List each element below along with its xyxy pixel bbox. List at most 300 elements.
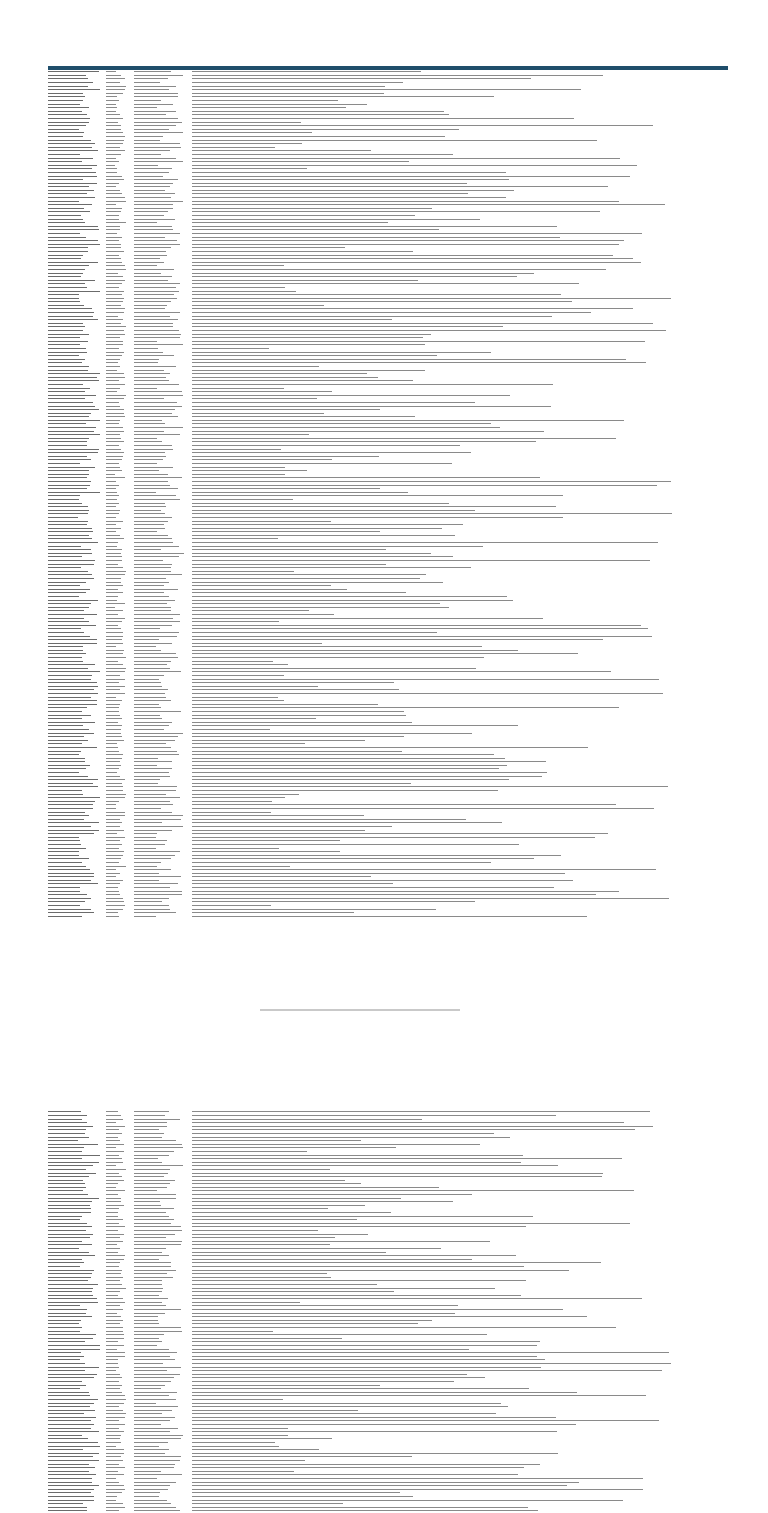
table-cell xyxy=(106,786,134,787)
table-cell xyxy=(106,600,134,601)
table-cell xyxy=(48,905,106,906)
table-cell xyxy=(192,384,728,385)
table-cell xyxy=(192,434,728,435)
table-cell xyxy=(48,481,106,482)
table-cell xyxy=(134,1165,192,1166)
table-cell xyxy=(134,352,192,353)
table-cell xyxy=(106,204,134,205)
table-cell xyxy=(48,603,106,604)
table-cell xyxy=(48,337,106,338)
table-cell xyxy=(134,585,192,586)
table-cell xyxy=(48,876,106,877)
table-cell xyxy=(48,190,106,191)
table-cell xyxy=(192,75,728,76)
table-cell xyxy=(48,312,106,313)
table-cell xyxy=(192,722,728,723)
table-cell xyxy=(134,768,192,769)
table-cell xyxy=(106,402,134,403)
table-cell xyxy=(192,661,728,662)
table-cell xyxy=(192,862,728,863)
table-cell xyxy=(192,380,728,381)
table-cell xyxy=(48,830,106,831)
table-cell xyxy=(134,1259,192,1260)
table-cell xyxy=(134,1410,192,1411)
table-cell xyxy=(106,168,134,169)
table-cell xyxy=(134,574,192,575)
table-cell xyxy=(192,786,728,787)
table-cell xyxy=(134,176,192,177)
table-cell xyxy=(106,1190,134,1191)
table-cell xyxy=(106,1230,134,1231)
table-cell xyxy=(134,668,192,669)
table-cell xyxy=(48,1205,106,1206)
table-cell xyxy=(48,607,106,608)
table-cell xyxy=(106,75,134,76)
table-cell xyxy=(192,837,728,838)
table-cell xyxy=(134,107,192,108)
table-cell xyxy=(192,1223,728,1224)
table-cell xyxy=(106,323,134,324)
table-cell xyxy=(192,600,728,601)
table-cell xyxy=(106,308,134,309)
table-cell xyxy=(134,154,192,155)
table-cell xyxy=(48,901,106,902)
table-cell xyxy=(192,154,728,155)
table-cell xyxy=(134,772,192,773)
table-cell xyxy=(192,905,728,906)
table-cell xyxy=(48,725,106,726)
table-cell xyxy=(106,542,134,543)
table-cell xyxy=(192,168,728,169)
table-cell xyxy=(106,822,134,823)
table-cell xyxy=(106,671,134,672)
table-cell xyxy=(106,1137,134,1138)
table-cell xyxy=(48,233,106,234)
table-cell xyxy=(192,287,728,288)
table-cell xyxy=(134,725,192,726)
table-cell xyxy=(106,86,134,87)
table-cell xyxy=(48,837,106,838)
table-cell xyxy=(192,783,728,784)
table-cell xyxy=(48,729,106,730)
table-cell xyxy=(134,431,192,432)
table-cell xyxy=(192,1377,728,1378)
table-cell xyxy=(134,240,192,241)
table-cell xyxy=(192,1280,728,1281)
table-cell xyxy=(48,585,106,586)
table-cell xyxy=(192,876,728,877)
table-cell xyxy=(134,1198,192,1199)
table-cell xyxy=(48,1338,106,1339)
table-cell xyxy=(192,1449,728,1450)
table-cell xyxy=(48,768,106,769)
table-cell xyxy=(106,582,134,583)
table-cell xyxy=(134,1173,192,1174)
table-cell xyxy=(106,1122,134,1123)
table-cell xyxy=(106,283,134,284)
table-cell xyxy=(192,1471,728,1472)
table-cell xyxy=(134,280,192,281)
table-cell xyxy=(134,632,192,633)
table-cell xyxy=(48,129,106,130)
table-cell xyxy=(192,474,728,475)
table-cell xyxy=(192,197,728,198)
table-cell xyxy=(106,71,134,72)
table-cell xyxy=(192,179,728,180)
table-cell xyxy=(106,495,134,496)
table-cell xyxy=(134,571,192,572)
table-cell xyxy=(48,409,106,410)
table-cell xyxy=(192,556,728,557)
table-cell xyxy=(134,1252,192,1253)
table-cell xyxy=(134,880,192,881)
table-cell xyxy=(106,1349,134,1350)
table-cell xyxy=(134,549,192,550)
table-cell xyxy=(106,352,134,353)
table-cell xyxy=(106,689,134,690)
table-cell xyxy=(134,495,192,496)
table-cell xyxy=(106,1198,134,1199)
table-cell xyxy=(192,104,728,105)
table-cell xyxy=(192,610,728,611)
table-cell xyxy=(134,855,192,856)
table-cell xyxy=(106,298,134,299)
table-cell xyxy=(48,82,106,83)
table-cell xyxy=(192,1111,728,1112)
table-cell xyxy=(134,190,192,191)
table-cell xyxy=(106,1417,134,1418)
table-cell xyxy=(48,1323,106,1324)
table-cell xyxy=(192,503,728,504)
table-cell xyxy=(134,1133,192,1134)
table-cell xyxy=(106,1338,134,1339)
table-cell xyxy=(48,391,106,392)
table-cell xyxy=(106,344,134,345)
table-cell xyxy=(48,535,106,536)
table-cell xyxy=(106,538,134,539)
table-cell xyxy=(106,193,134,194)
table-cell xyxy=(48,880,106,881)
table-cell xyxy=(106,1115,134,1116)
table-cell xyxy=(106,1449,134,1450)
table-cell xyxy=(106,1374,134,1375)
table-cell xyxy=(106,1327,134,1328)
table-cell xyxy=(106,1295,134,1296)
table-cell xyxy=(106,208,134,209)
table-cell xyxy=(106,1453,134,1454)
table-cell xyxy=(134,503,192,504)
table-cell xyxy=(134,671,192,672)
table-cell xyxy=(48,862,106,863)
table-cell xyxy=(192,1241,728,1242)
table-cell xyxy=(134,866,192,867)
table-cell xyxy=(48,1255,106,1256)
table-cell xyxy=(192,1219,728,1220)
table-cell xyxy=(192,1140,728,1141)
table-cell xyxy=(48,1331,106,1332)
table-cell xyxy=(48,222,106,223)
table-cell xyxy=(48,790,106,791)
table-cell xyxy=(106,1291,134,1292)
table-cell xyxy=(192,1277,728,1278)
table-cell xyxy=(48,754,106,755)
table-cell xyxy=(48,193,106,194)
table-cell xyxy=(134,1162,192,1163)
table-cell xyxy=(134,614,192,615)
table-cell xyxy=(134,812,192,813)
table-cell xyxy=(106,729,134,730)
table-cell xyxy=(134,470,192,471)
table-cell xyxy=(134,1216,192,1217)
table-cell xyxy=(106,1302,134,1303)
table-cell xyxy=(106,743,134,744)
table-cell xyxy=(134,1331,192,1332)
table-cell xyxy=(48,1388,106,1389)
table-cell xyxy=(134,1151,192,1152)
table-cell xyxy=(192,406,728,407)
table-cell xyxy=(106,201,134,202)
table-cell xyxy=(48,1133,106,1134)
table-cell xyxy=(106,370,134,371)
table-cell xyxy=(134,661,192,662)
table-cell xyxy=(192,790,728,791)
table-cell xyxy=(192,219,728,220)
table-cell xyxy=(134,707,192,708)
table-cell xyxy=(192,772,728,773)
table-cell xyxy=(192,416,728,417)
table-cell xyxy=(48,740,106,741)
table-cell xyxy=(134,463,192,464)
table-cell xyxy=(192,118,728,119)
table-cell xyxy=(106,186,134,187)
table-cell xyxy=(106,790,134,791)
table-cell xyxy=(134,1270,192,1271)
table-cell xyxy=(134,664,192,665)
table-cell xyxy=(106,855,134,856)
table-cell xyxy=(134,765,192,766)
table-cell xyxy=(192,1420,728,1421)
table-cell xyxy=(106,89,134,90)
table-cell xyxy=(106,477,134,478)
table-cell xyxy=(134,1194,192,1195)
table-cell xyxy=(192,409,728,410)
table-cell xyxy=(192,840,728,841)
table-cell xyxy=(192,334,728,335)
table-cell xyxy=(192,269,728,270)
table-cell xyxy=(106,1244,134,1245)
table-cell xyxy=(48,1280,106,1281)
table-cell xyxy=(106,1234,134,1235)
table-cell xyxy=(134,1284,192,1285)
table-cell xyxy=(134,1248,192,1249)
table-cell xyxy=(192,1435,728,1436)
table-cell xyxy=(48,909,106,910)
table-cell xyxy=(48,643,106,644)
table-cell xyxy=(106,772,134,773)
table-cell xyxy=(106,578,134,579)
table-cell xyxy=(106,427,134,428)
table-cell xyxy=(192,255,728,256)
table-cell xyxy=(106,1248,134,1249)
table-cell xyxy=(106,869,134,870)
table-cell xyxy=(106,269,134,270)
table-cell xyxy=(192,114,728,115)
table-cell xyxy=(192,193,728,194)
table-cell xyxy=(48,1122,106,1123)
table-cell xyxy=(106,585,134,586)
table-cell xyxy=(48,632,106,633)
table-cell xyxy=(192,1438,728,1439)
table-cell xyxy=(134,1176,192,1177)
table-cell xyxy=(192,521,728,522)
table-cell xyxy=(192,571,728,572)
table-cell xyxy=(192,668,728,669)
table-cell xyxy=(48,197,106,198)
table-cell xyxy=(134,546,192,547)
table-cell xyxy=(106,894,134,895)
table-cell xyxy=(134,89,192,90)
table-cell xyxy=(48,308,106,309)
table-cell xyxy=(192,344,728,345)
table-cell xyxy=(134,1435,192,1436)
table-cell xyxy=(192,607,728,608)
table-cell xyxy=(134,848,192,849)
table-cell xyxy=(106,722,134,723)
table-cell xyxy=(134,211,192,212)
table-cell xyxy=(134,132,192,133)
table-cell xyxy=(106,1183,134,1184)
table-cell xyxy=(48,797,106,798)
table-cell xyxy=(106,488,134,489)
table-cell xyxy=(48,1399,106,1400)
table-cell xyxy=(134,761,192,762)
table-cell xyxy=(48,1115,106,1116)
table-cell xyxy=(192,625,728,626)
table-cell xyxy=(48,1158,106,1159)
table-cell xyxy=(48,625,106,626)
table-cell xyxy=(134,1119,192,1120)
table-cell xyxy=(134,452,192,453)
table-cell xyxy=(48,229,106,230)
table-cell xyxy=(134,1478,192,1479)
table-cell xyxy=(134,1234,192,1235)
table-cell xyxy=(48,747,106,748)
table-cell xyxy=(106,118,134,119)
table-cell xyxy=(192,172,728,173)
table-cell xyxy=(134,1464,192,1465)
table-cell xyxy=(192,445,728,446)
table-cell xyxy=(48,352,106,353)
table-cell xyxy=(106,362,134,363)
table-cell xyxy=(134,294,192,295)
table-cell xyxy=(192,373,728,374)
table-cell xyxy=(134,1201,192,1202)
table-cell xyxy=(192,848,728,849)
table-cell xyxy=(48,1230,106,1231)
table-cell xyxy=(48,240,106,241)
table-cell xyxy=(192,560,728,561)
table-cell xyxy=(106,398,134,399)
table-cell xyxy=(106,1424,134,1425)
table-cell xyxy=(134,1320,192,1321)
table-cell xyxy=(192,894,728,895)
table-cell xyxy=(48,71,106,72)
table-cell xyxy=(106,1485,134,1486)
table-cell xyxy=(48,675,106,676)
table-cell xyxy=(192,132,728,133)
table-cell xyxy=(192,240,728,241)
table-cell xyxy=(192,833,728,834)
table-cell xyxy=(106,819,134,820)
table-cell xyxy=(106,301,134,302)
table-cell xyxy=(106,715,134,716)
table-cell xyxy=(106,808,134,809)
table-cell xyxy=(192,1162,728,1163)
table-cell xyxy=(106,1309,134,1310)
table-cell xyxy=(192,1323,728,1324)
table-cell xyxy=(192,822,728,823)
table-cell xyxy=(192,682,728,683)
table-cell xyxy=(192,646,728,647)
table-cell xyxy=(134,790,192,791)
table-cell xyxy=(106,474,134,475)
table-cell xyxy=(192,391,728,392)
table-cell xyxy=(48,298,106,299)
table-cell xyxy=(106,840,134,841)
table-cell xyxy=(48,1259,106,1260)
table-cell xyxy=(134,1187,192,1188)
table-cell xyxy=(48,406,106,407)
table-cell xyxy=(48,664,106,665)
table-cell xyxy=(48,179,106,180)
table-cell xyxy=(134,204,192,205)
table-cell xyxy=(48,786,106,787)
table-cell xyxy=(192,883,728,884)
table-cell xyxy=(106,718,134,719)
table-cell xyxy=(192,819,728,820)
table-cell xyxy=(192,697,728,698)
table-cell xyxy=(48,510,106,511)
table-cell xyxy=(106,388,134,389)
table-cell xyxy=(48,1503,106,1504)
table-cell xyxy=(48,783,106,784)
table-cell xyxy=(192,1381,728,1382)
table-cell xyxy=(106,341,134,342)
table-cell xyxy=(48,689,106,690)
table-cell xyxy=(48,1151,106,1152)
table-cell xyxy=(106,255,134,256)
table-cell xyxy=(106,697,134,698)
table-cell xyxy=(134,229,192,230)
table-cell xyxy=(106,1381,134,1382)
table-cell xyxy=(48,334,106,335)
table-cell xyxy=(48,276,106,277)
table-cell xyxy=(192,82,728,83)
table-cell xyxy=(48,848,106,849)
table-cell xyxy=(106,226,134,227)
table-cell xyxy=(134,524,192,525)
table-cell xyxy=(48,1367,106,1368)
table-cell xyxy=(106,1377,134,1378)
table-cell xyxy=(48,894,106,895)
table-cell xyxy=(192,377,728,378)
table-cell xyxy=(192,1367,728,1368)
table-cell xyxy=(192,1316,728,1317)
table-cell xyxy=(106,406,134,407)
table-cell xyxy=(48,858,106,859)
table-cell xyxy=(106,470,134,471)
table-cell xyxy=(106,1147,134,1148)
